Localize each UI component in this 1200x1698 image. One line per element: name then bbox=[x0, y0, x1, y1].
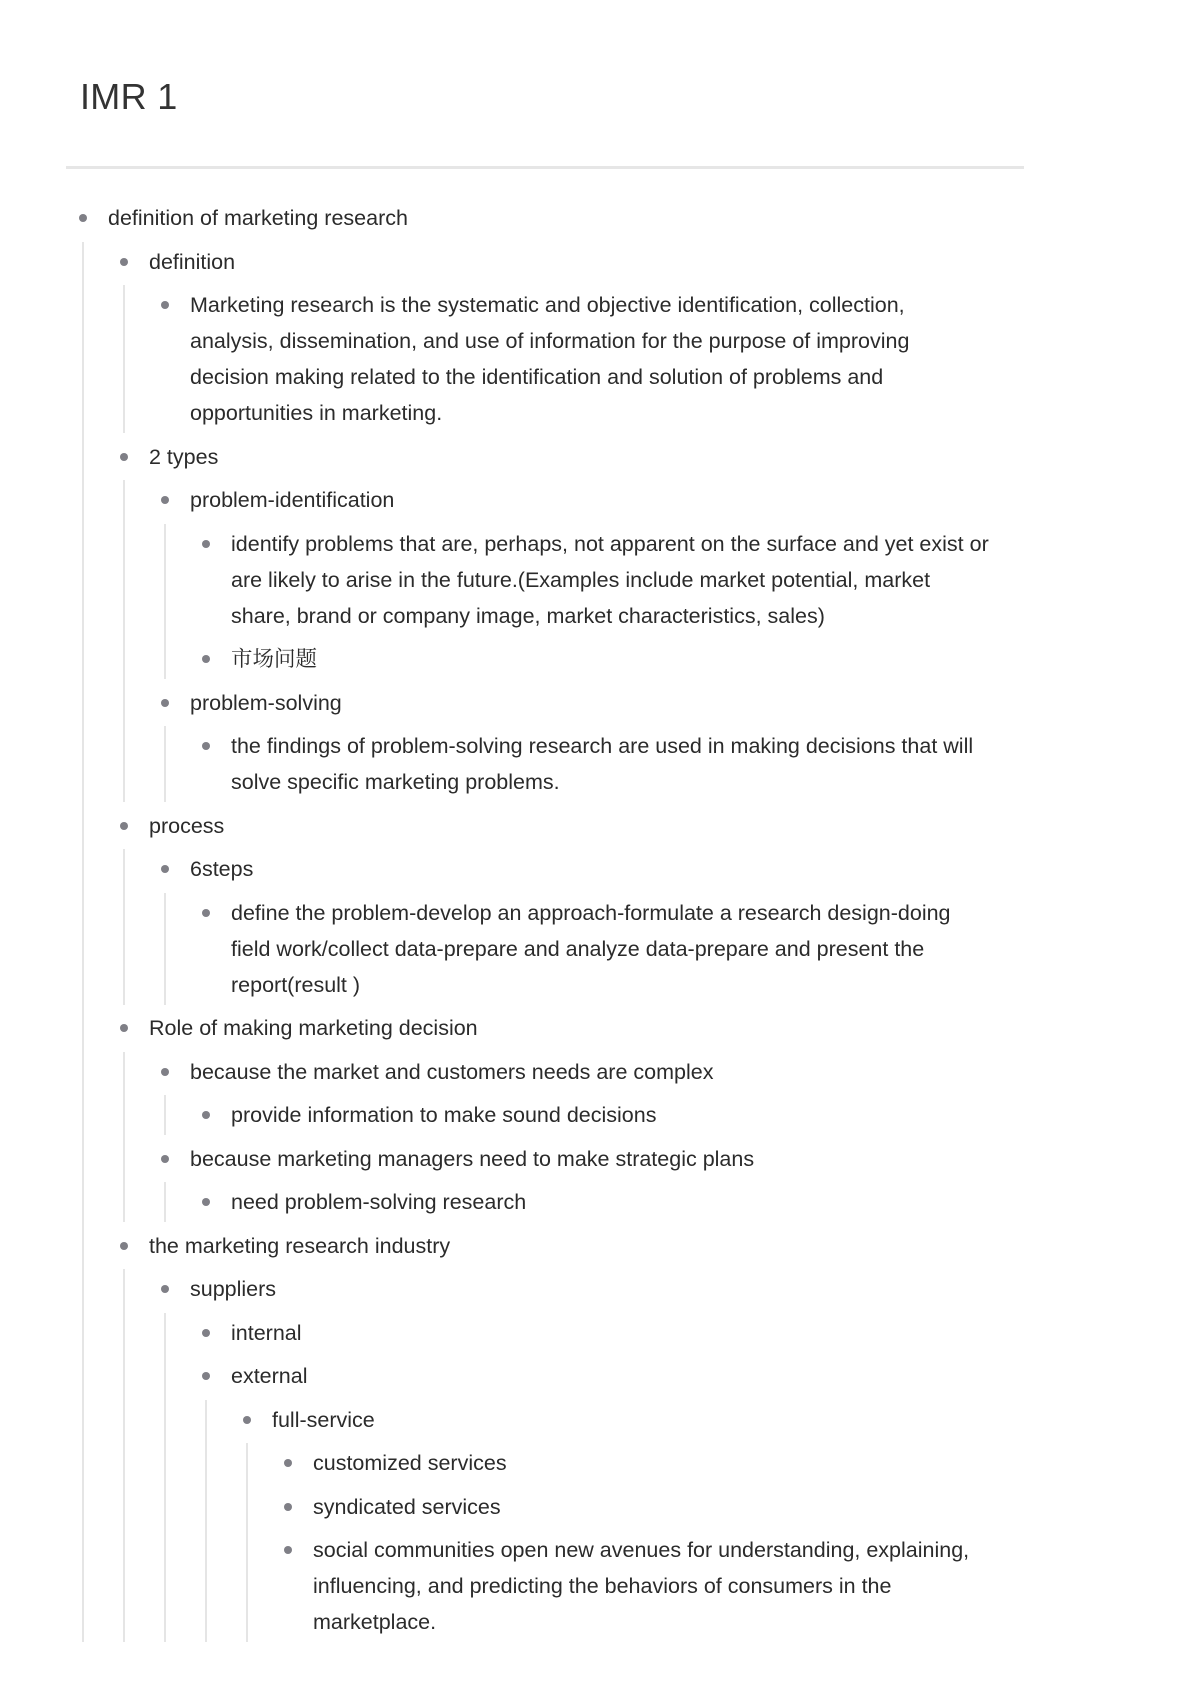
outline-item-text-continuation: analysis, dissemination, and use of information for the purpose of improving bbox=[190, 329, 910, 353]
outline-item-text-continuation: influencing, and predicting the behaviors of consumers in the bbox=[313, 1574, 892, 1598]
bullet-icon[interactable] bbox=[161, 301, 169, 309]
bullet-icon[interactable] bbox=[202, 742, 210, 750]
outline-tree bbox=[0, 200, 1200, 1640]
bullet-icon[interactable] bbox=[120, 822, 128, 830]
bullet-icon[interactable] bbox=[202, 540, 210, 548]
bullet-icon[interactable] bbox=[161, 865, 169, 873]
outline-item-text: need problem-solving research bbox=[231, 1190, 527, 1214]
bullet-icon[interactable] bbox=[284, 1459, 292, 1467]
outline-guide-line bbox=[164, 726, 166, 802]
outline-guide-line bbox=[123, 1052, 125, 1223]
outline-guide-line bbox=[123, 285, 125, 433]
outline-item-text: 6steps bbox=[190, 857, 254, 881]
outline-item-text: Role of making marketing decision bbox=[149, 1016, 478, 1040]
bullet-icon[interactable] bbox=[161, 699, 169, 707]
outline-item-text: suppliers bbox=[190, 1277, 277, 1301]
outline-item-text: Marketing research is the systematic and objective identification, collection, bbox=[190, 293, 905, 317]
bullet-icon[interactable] bbox=[202, 1198, 210, 1206]
bullet-icon[interactable] bbox=[161, 1155, 169, 1163]
outline-item-text: 2 types bbox=[149, 444, 219, 469]
outline-item-text-continuation: solve specific marketing problems. bbox=[231, 770, 560, 794]
outline-item-text: social communities open new avenues for understanding, explaining, bbox=[313, 1538, 970, 1562]
title-divider bbox=[66, 166, 1024, 169]
outline-guide-line bbox=[82, 242, 84, 1643]
outline-item-text: customized services bbox=[313, 1451, 507, 1475]
bullet-icon[interactable] bbox=[120, 1024, 128, 1032]
bullet-icon[interactable] bbox=[202, 655, 210, 663]
outline-item-text: because the market and customers needs are complex bbox=[190, 1059, 714, 1084]
outline-item-text: the marketing research industry bbox=[149, 1233, 451, 1258]
outline-item-text: full-service bbox=[272, 1407, 375, 1432]
bullet-icon[interactable] bbox=[284, 1546, 292, 1554]
bullet-icon[interactable] bbox=[161, 1285, 169, 1293]
bullet-icon[interactable] bbox=[120, 258, 128, 266]
outline-item-text-continuation: share, brand or company image, market characteristics, sales) bbox=[231, 603, 825, 628]
outline-item-text-continuation: report(result ) bbox=[231, 972, 361, 997]
bullet-icon[interactable] bbox=[243, 1416, 251, 1424]
outline-item-text: 市场问题 bbox=[231, 647, 318, 671]
outline-item-text: problem-solving bbox=[190, 690, 342, 715]
outline-guide-line bbox=[164, 524, 166, 680]
outline-item-text: because marketing managers need to make strategic plans bbox=[190, 1146, 755, 1171]
bullet-icon[interactable] bbox=[161, 496, 169, 504]
bullet-icon[interactable] bbox=[202, 1111, 210, 1119]
outline-item-text: definition bbox=[149, 249, 236, 274]
outline-guide-line bbox=[164, 1313, 166, 1643]
outline-item-text: the findings of problem-solving research are used in making decisions that will bbox=[231, 734, 974, 758]
bullet-icon[interactable] bbox=[284, 1503, 292, 1511]
outline-item-text: external bbox=[231, 1364, 308, 1388]
outline-item-text: identify problems that are, perhaps, not apparent on the surface and yet exist or bbox=[231, 531, 989, 556]
outline-item-text: internal bbox=[231, 1320, 302, 1345]
bullet-icon[interactable] bbox=[120, 453, 128, 461]
outline-guide-line bbox=[164, 893, 166, 1005]
outline-item-text-continuation: are likely to arise in the future.(Examples include market potential, market bbox=[231, 567, 931, 592]
outline-guide-line bbox=[123, 480, 125, 802]
bullet-icon[interactable] bbox=[161, 1068, 169, 1076]
outline-guide-line bbox=[164, 1182, 166, 1222]
outline-item-text: process bbox=[149, 813, 225, 838]
bullet-icon[interactable] bbox=[120, 1242, 128, 1250]
bullet-icon[interactable] bbox=[202, 909, 210, 917]
outline-item-text-continuation: opportunities in marketing. bbox=[190, 401, 443, 425]
outline-item-text-continuation: marketplace. bbox=[313, 1610, 437, 1634]
outline-guide-line bbox=[205, 1400, 207, 1643]
outline-item-text: problem-identification bbox=[190, 488, 395, 512]
bullet-icon[interactable] bbox=[79, 214, 87, 222]
page-title: IMR 1 bbox=[80, 76, 178, 117]
outline-item-text: provide information to make sound decisions bbox=[231, 1103, 657, 1127]
outline-guide-line bbox=[123, 849, 125, 1005]
bullet-icon[interactable] bbox=[202, 1372, 210, 1380]
outline-item-text: syndicated services bbox=[313, 1494, 501, 1519]
outline-guide-line bbox=[123, 1269, 125, 1642]
bullet-icon[interactable] bbox=[202, 1329, 210, 1337]
outline-guide-line bbox=[246, 1443, 248, 1642]
outline-item-text-continuation: field work/collect data-prepare and analyze data-prepare and present the bbox=[231, 936, 925, 961]
outline-item-text: definition of marketing research bbox=[108, 206, 408, 230]
outline-item-text: define the problem-develop an approach-formulate a research design-doing bbox=[231, 900, 951, 925]
outline-guide-line bbox=[164, 1095, 166, 1135]
outline-item-text-continuation: decision making related to the identification and solution of problems and bbox=[190, 365, 884, 389]
